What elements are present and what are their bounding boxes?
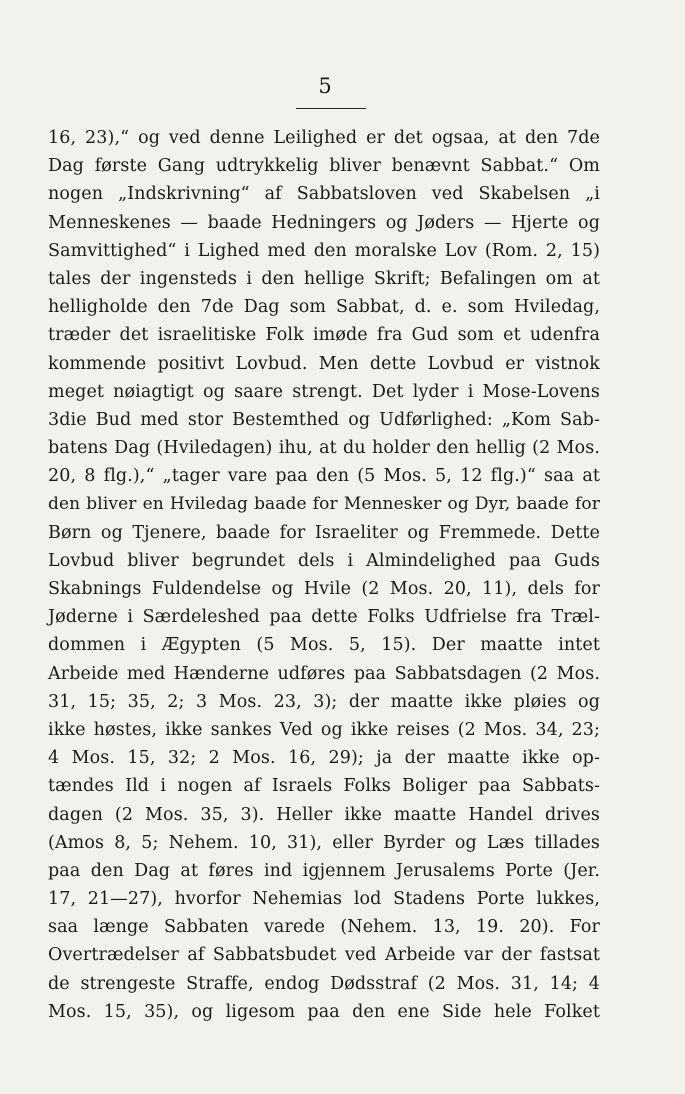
text-line: Overtrædelser af Sabbatsbudet ved Arbeide var der fastsat [48, 945, 600, 966]
text-line: ikke høstes, ikke sankes Ved og ikke reises (2 Mos. 34, 23; [48, 719, 600, 740]
text-line: nogen „Indskrivning“ af Sabbatsloven ved Skabelsen „i [48, 184, 600, 205]
text-line: Lovbud bliver begrundet dels i Almindelighed paa Guds [48, 550, 600, 571]
page-number: 5 [318, 74, 332, 98]
text-line: meget nøiagtigt og saare strengt. Det lyder i Mose-Lovens [48, 381, 600, 402]
text-line: Skabnings Fuldendelse og Hvile (2 Mos. 20, 11), dels for [48, 579, 600, 599]
text-line: de strengeste Straffe, endog Dødsstraf (2 Mos. 31, 14; 4 [48, 973, 600, 994]
text-line: Børn og Tjenere, baade for Israeliter og Fremmede. Dette [48, 522, 600, 543]
text-line: paa den Dag at føres ind igjennem Jerusalems Porte (Jer. [48, 860, 600, 881]
text-line: 17, 21—27), hvorfor Nehemias lod Stadens Porte lukkes, [48, 889, 600, 910]
text-line: 16, 23),“ og ved denne Leilighed er det ogsaa, at den 7de [48, 128, 600, 148]
text-line: batens Dag (Hviledagen) ihu, at du holder den hellig (2 Mos. [48, 438, 600, 459]
text-line: Menneskenes — baade Hedningers og Jøders — Hjerte og [48, 212, 600, 233]
text-line: 4 Mos. 15, 32; 2 Mos. 16, 29); ja der maatte ikke op- [48, 748, 600, 769]
text-line: 20, 8 flg.),“ „tager vare paa den (5 Mos. 5, 12 flg.)“ saa at [48, 466, 600, 487]
text-line: 3die Bud med stor Bestemthed og Udførlighed: „Kom Sab- [48, 409, 600, 430]
body-text [48, 124, 600, 1026]
text-line: Dag første Gang udtrykkelig bliver benævnt Sabbat.“ Om [48, 156, 600, 177]
text-line: Mos. 15, 35), og ligesom paa den ene Side hele Folket [48, 1001, 600, 1022]
text-line: den bliver en Hviledag baade for Mennesker og Dyr, baade for [48, 494, 600, 515]
text-line: saa længe Sabbaten varede (Nehem. 13, 19. 20). For [48, 917, 600, 938]
text-line: (Amos 8, 5; Nehem. 10, 31), eller Byrder og Læs tillades [48, 832, 600, 853]
text-line: træder det israelitiske Folk imøde fra Gud som et udenfra [48, 325, 600, 346]
header-rule [296, 108, 366, 109]
text-line: 31, 15; 35, 2; 3 Mos. 23, 3); der maatte ikke pløies og [48, 691, 600, 712]
text-line: tales der ingensteds i den hellige Skrift; Befalingen om at [48, 268, 600, 289]
text-line: dagen (2 Mos. 35, 3). Heller ikke maatte Handel drives [48, 804, 600, 825]
text-line: Arbeide med Hænderne udføres paa Sabbatsdagen (2 Mos. [48, 663, 600, 684]
text-line: Samvittighed“ i Lighed med den moralske Lov (Rom. 2, 15) [48, 240, 600, 261]
text-line: dommen i Ægypten (5 Mos. 5, 15). Der maatte intet [48, 635, 600, 656]
text-line: Jøderne i Særdeleshed paa dette Folks Udfrielse fra Træl- [48, 607, 600, 628]
text-line: kommende positivt Lovbud. Men dette Lovbud er vistnok [48, 353, 600, 374]
text-line: helligholde den 7de Dag som Sabbat, d. e. som Hviledag, [48, 297, 600, 318]
text-line: tændes Ild i nogen af Israels Folks Boliger paa Sabbats- [48, 776, 600, 797]
